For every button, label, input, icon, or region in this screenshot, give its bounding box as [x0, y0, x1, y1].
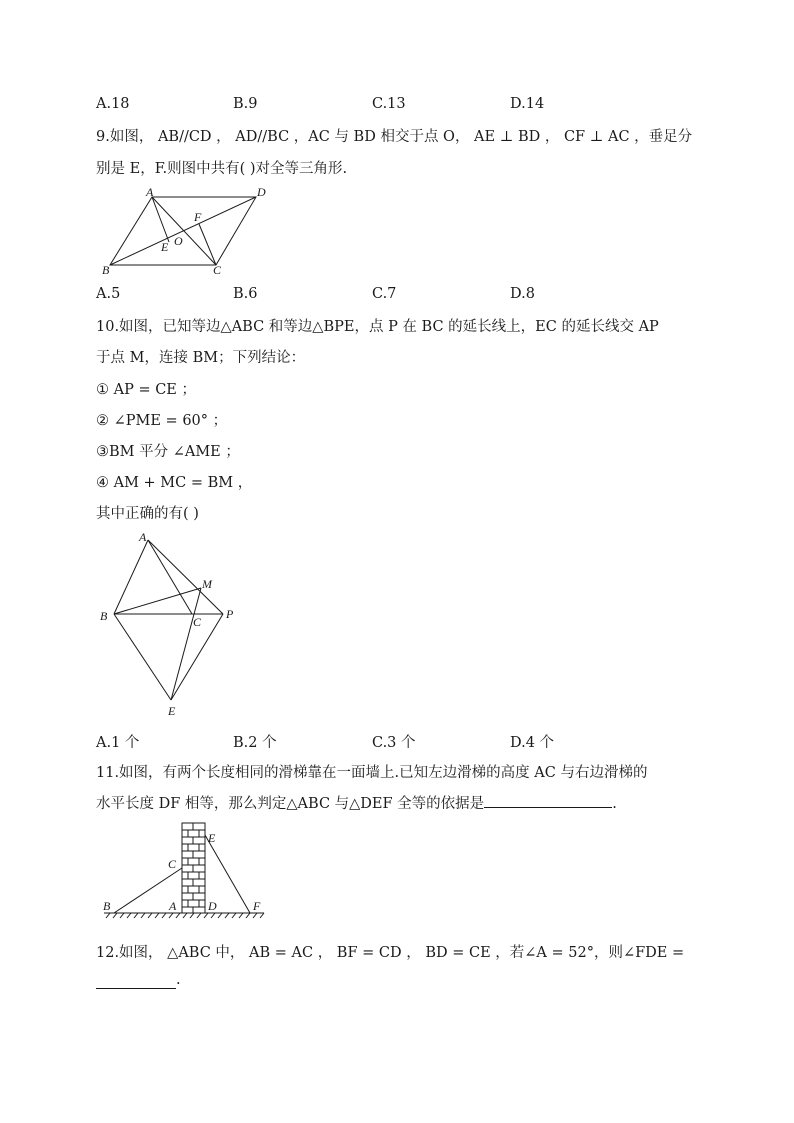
q9-option-b: B.6	[233, 286, 258, 302]
q10-label-a: A	[139, 530, 147, 544]
q8-option-c: C.13	[372, 96, 406, 112]
q10-label-b: B	[100, 609, 108, 623]
q12-stem-line2	[96, 972, 181, 989]
q10-label-e: E	[168, 704, 176, 718]
q9-stem-line1: 9.如图， AB//CD ， AD//BC ，AC 与 BD 相交于点 O， AE ⊥ BD ， CF ⊥ AC ，垂足分	[96, 129, 693, 145]
q10-option-a: A.1 个	[96, 735, 140, 751]
q11-figure-slides	[96, 818, 271, 923]
q11-label-f: F	[253, 899, 261, 913]
q12-stem-line2-end: .	[176, 972, 181, 988]
q11-label-c: C	[168, 857, 177, 871]
q9-option-c: C.7	[372, 286, 397, 302]
q8-option-a: A.18	[96, 96, 130, 112]
q10-conclusion-1: ① AP = CE ；	[96, 382, 196, 398]
q9-label-e: E	[161, 240, 169, 254]
q12-answer-blank[interactable]	[96, 972, 176, 989]
q11-label-d: D	[208, 899, 217, 913]
q11-stem-line2-text: 水平长度 DF 相等，那么判定△ABC 与△DEF 全等的依据是	[96, 796, 485, 812]
q9-figure-parallelogram	[96, 185, 271, 280]
q9-option-a: A.5	[96, 286, 121, 302]
q11-label-e: E	[208, 831, 216, 845]
q9-label-b: B	[102, 263, 110, 277]
q12-stem-line1: 12.如图， △ABC 中， AB = AC ， BF = CD ， BD = CE ，若∠A = 52°，则∠FDE =	[96, 945, 685, 961]
q10-option-c: C.3 个	[372, 735, 416, 751]
q9-label-f: F	[194, 210, 202, 224]
q9-option-d: D.8	[510, 286, 535, 302]
q10-option-d: D.4 个	[510, 735, 555, 751]
q9-label-a: A	[146, 185, 154, 199]
ground	[104, 913, 264, 918]
wall	[182, 823, 205, 913]
q11-stem-line1: 11.如图，有两个长度相同的滑梯靠在一面墙上.已知左边滑梯的高度 AC 与右边滑梯的	[96, 765, 648, 781]
q11-answer-blank[interactable]	[484, 807, 612, 808]
q9-label-d: D	[257, 185, 266, 199]
q10-conclusion-2: ② ∠PME = 60° ；	[96, 413, 228, 429]
q10-question: 其中正确的有( )	[96, 506, 199, 522]
q10-label-c: C	[193, 615, 202, 629]
q8-option-b: B.9	[233, 96, 258, 112]
q11-label-b: B	[103, 899, 111, 913]
q10-stem-line1: 10.如图，已知等边△ABC 和等边△BPE，点 P 在 BC 的延长线上，EC 的延长线交 AP	[96, 319, 659, 335]
q11-label-a: A	[169, 899, 177, 913]
q10-conclusion-4: ④ AM + MC = BM ，	[96, 475, 253, 491]
q11-stem-line2-end: .	[612, 796, 617, 812]
q10-figure-triangles	[96, 528, 246, 723]
q10-label-p: P	[226, 607, 234, 621]
q10-conclusion-3: ③BM 平分 ∠AME ；	[96, 444, 240, 460]
q11-stem-line2	[96, 792, 617, 813]
q10-stem-line2: 于点 M，连接 BM；下列结论：	[96, 350, 306, 366]
q9-label-c: C	[213, 263, 222, 277]
q9-stem-line2: 别是 E，F.则图中共有( )对全等三角形.	[96, 161, 348, 177]
q10-option-b: B.2 个	[233, 735, 277, 751]
q9-label-o: O	[174, 234, 183, 248]
q8-option-d: D.14	[510, 96, 545, 112]
q10-label-m: M	[202, 577, 212, 591]
